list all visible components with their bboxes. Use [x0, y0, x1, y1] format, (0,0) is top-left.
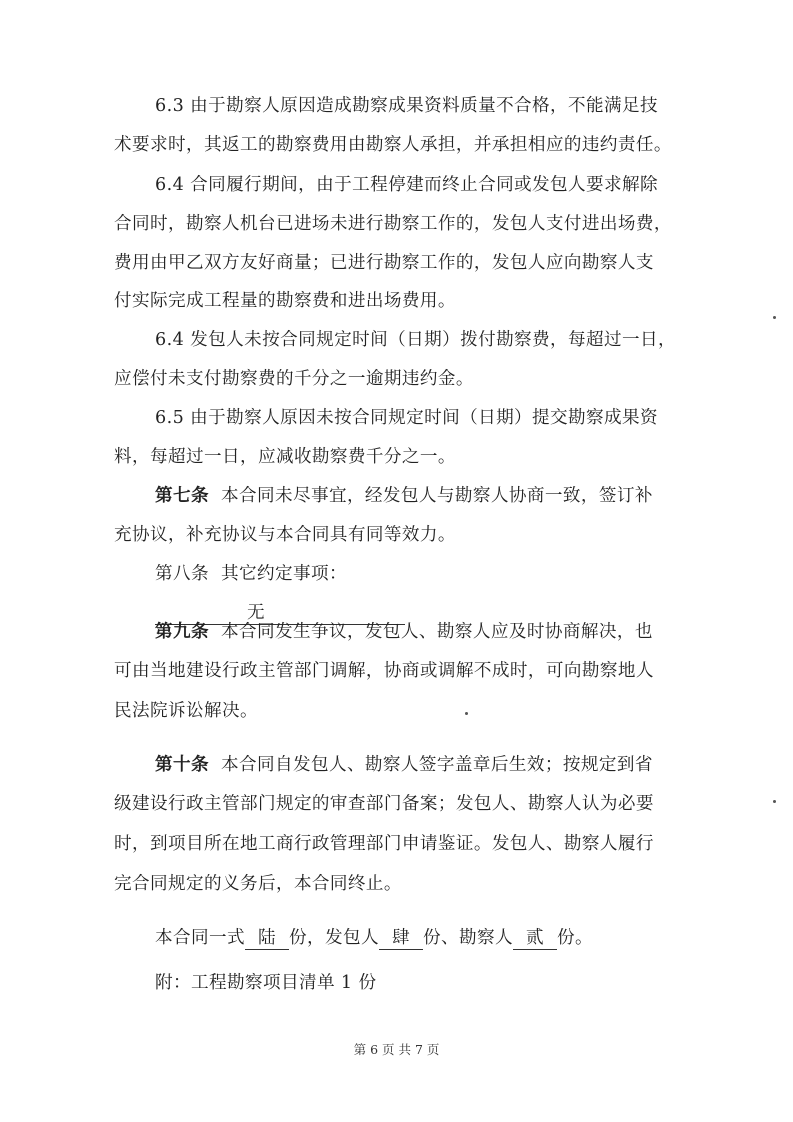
attachment-line: 附：工程勘察项目清单 1 份	[155, 973, 377, 993]
article-9-title: 第九条	[155, 621, 209, 642]
article-8-text-1: 其它约定事项：	[220, 564, 347, 584]
article-7-line-1	[155, 484, 653, 508]
scan-speck	[773, 800, 776, 803]
article-9-line-2: 可由当地建设行政主管部门调解，协商或调解不成时，可向勘察地人	[114, 661, 654, 681]
article-9-line-3: 民法院诉讼解决。	[114, 701, 258, 721]
article-10-line-1	[155, 753, 653, 777]
article-7-text-1: 本合同未尽事宜，经发包人与勘察人协商一致，签订补	[220, 486, 653, 506]
clause-6-4a-line-1: 6.4 合同履行期间，由于工程停建而终止合同或发包人要求解除	[155, 175, 659, 195]
article-7-line-2: 充协议，补充协议与本合同具有同等效力。	[114, 525, 456, 545]
clause-6-4a-line-2: 合同时，勘察人机台已进场未进行勘察工作的，发包人支付进出场费，	[114, 214, 672, 234]
stamp-char-4	[0, 874, 36, 916]
clause-6-4a-line-3: 费用由甲乙双方友好商量；已进行勘察工作的，发包人应向勘察人支	[114, 253, 654, 273]
article-7-title: 第七条	[155, 485, 209, 506]
article-10-line-3: 时，到项目所在地工商行政管理部门申请鉴证。发包人、勘察人履行	[114, 834, 654, 854]
stamp-char-2	[0, 832, 36, 874]
scan-speck	[465, 712, 468, 715]
article-9-line-1	[155, 620, 653, 644]
article-8-title: 第八条	[155, 564, 209, 584]
copies-mid-2: 份、勘察人	[422, 928, 513, 948]
copies-surveyor: 贰	[513, 927, 557, 950]
clause-6-5-line-1: 6.5 由于勘察人原因未按合同规定时间（日期）提交勘察成果资	[155, 408, 659, 428]
copies-employer: 肆	[379, 927, 423, 950]
clause-6-4a-line-4: 付实际完成工程量的勘察费和进出场费用。	[114, 291, 456, 311]
copies-total: 陆	[245, 927, 289, 950]
clause-6-3-line-1: 6.3 由于勘察人原因造成勘察成果资料质量不合格，不能满足技	[155, 96, 659, 116]
copies-mid-1: 份，发包人	[288, 928, 379, 948]
copies-prefix: 本合同一式	[155, 928, 245, 948]
copies-suffix: 份。	[556, 928, 593, 948]
article-8-line-1	[155, 562, 347, 586]
stamp-char-1	[0, 790, 36, 832]
clause-6-4b-line-2: 应偿付未支付勘察费的千分之一逾期违约金。	[114, 369, 474, 389]
seal-stamp-fragment	[0, 790, 36, 990]
article-9-text-1: 本合同发生争议，发包人、勘察人应及时协商解决，也	[220, 622, 653, 642]
article-8-blank-value: 无	[247, 603, 265, 623]
copies-line	[155, 926, 593, 950]
clause-6-5-line-2: 料，每超过一日，应减收勘察费千分之一。	[114, 447, 456, 467]
page-number-footer: 第 6 页 共 7 页	[353, 1042, 440, 1057]
clause-6-4b-line-1: 6.4 发包人未按合同规定时间（日期）拨付勘察费，每超过一日，	[155, 330, 677, 350]
article-10-text-1: 本合同自发包人、勘察人签字盖章后生效；按规定到省	[220, 755, 653, 775]
scan-speck	[773, 316, 776, 319]
article-10-title: 第十条	[155, 754, 209, 775]
clause-6-3-line-2: 术要求时，其返工的勘察费用由勘察人承担，并承担相应的违约责任。	[114, 135, 672, 155]
article-10-line-4: 完合同规定的义务后，本合同终止。	[114, 874, 402, 894]
article-10-line-2: 级建设行政主管部门规定的审查部门备案；发包人、勘察人认为必要	[114, 794, 654, 814]
